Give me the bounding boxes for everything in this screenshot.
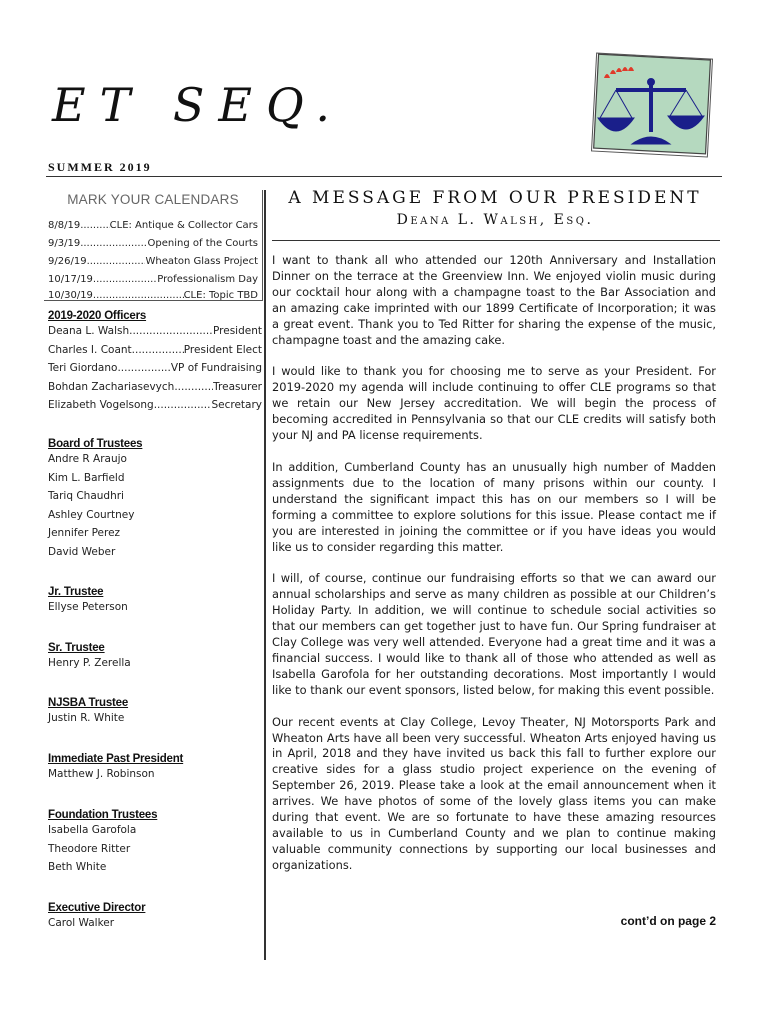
past-president-title: Immediate Past President (48, 753, 184, 765)
officers-section (48, 310, 262, 415)
njsba-trustee-title: NJSBA Trustee (48, 697, 129, 709)
officer-row (48, 341, 262, 360)
calendar-row (48, 256, 258, 267)
calendar-event: CLE: Topic TBD (183, 290, 258, 301)
foundation-section (48, 809, 262, 877)
calendar-date: 10/30/19 (48, 290, 93, 301)
sr-trustee-section (48, 642, 262, 673)
sidebar (44, 190, 266, 960)
jr-trustee-title: Jr. Trustee (48, 586, 104, 598)
officer-row (48, 359, 262, 378)
njsba-trustee-name: Justin R. White (48, 712, 125, 724)
officer-name: Bohdan Zachariasevych (48, 380, 175, 393)
officer-row (48, 322, 262, 341)
article-paragraph: I will, of course, continue our fundraising efforts so that we can award our annual scholarships and serve as many children as possible at our Children’s Holiday Party. In addition, we will continue to schedule social activities so that our members can get together just to have fun. Our Spring fundraiser at Clay College was very well attended. Everyone had a great time and it was a financial success. I would like to thank all of those who attended as well as Isabella Garofola for her outstanding decorations. Most importantly I would like to thank our event sponsors, listed below, for making this event possible. (272, 571, 716, 697)
board-member: Tariq Chaudhri (48, 490, 124, 502)
exec-director-title: Executive Director (48, 902, 146, 914)
headline-divider (272, 240, 720, 241)
officer-role: Treasurer (213, 380, 262, 393)
calendar-date: 8/8/19 (48, 220, 81, 231)
exec-director-section (48, 902, 262, 933)
officers-title: 2019-2020 Officers (48, 310, 147, 322)
board-member: David Weber (48, 545, 116, 558)
newsletter-title: ET SEQ. (52, 78, 345, 132)
scales-of-justice-logo (588, 52, 714, 158)
foundation-member: Theodore Ritter (48, 842, 131, 855)
issue-date: SUMMER 2019 (48, 160, 152, 174)
sr-trustee-name: Henry P. Zerella (48, 657, 131, 669)
article-paragraph: Our recent events at Clay College, Levoy Theater, NJ Motorsports Park and Wheaton Arts have all been very successful. Wheaton Arts enjoyed having us in April, 2018 and they have invited us back this fall to further explore our creative sides for a glass studio project experience on the evening of September 26, 2019. Please take a look at the email announcement when it arrives. We have photos of some of the lovely glass items you can make during that event. We are so fortunate to have these amazing resources available to us in Cumberland County and we plan to continue making valuable community connections by supporting our local businesses and organizations. (272, 714, 716, 872)
calendar-row (48, 220, 258, 231)
officer-role: President Elect (183, 343, 262, 356)
calendar-row (48, 274, 258, 285)
exec-director-name: Carol Walker (48, 917, 115, 929)
sr-trustee-title: Sr. Trustee (48, 642, 105, 654)
calendar-event: Professionalism Day (157, 274, 258, 285)
officer-role: Secretary (211, 399, 262, 411)
article-paragraph: I want to thank all who attended our 120th Anniversary and Installation Dinner on the terrace at the Greenview Inn. We enjoyed violin music during our cocktail hour along with a champagne toast to the Bar Association and an amazing cake imprinted with our 1899 Certificate of Incorporation; it was a great event. Thank you to Ted Ritter for sharing the expense of the music, champagne toast and the amazing cake. (272, 253, 716, 347)
calendar-date: 9/3/19 (48, 238, 81, 249)
officer-name: Charles I. Coant (48, 343, 132, 356)
officer-role: VP of Fundraising (170, 362, 262, 374)
article-body (272, 253, 716, 890)
calendar-event: CLE: Antique & Collector Cars (109, 220, 258, 231)
officer-role: President (213, 325, 262, 337)
board-member: Ashley Courtney (48, 508, 135, 521)
officer-row (48, 396, 262, 415)
foundation-member: Beth White (48, 861, 107, 873)
officer-row (48, 378, 262, 397)
officer-name: Deana L. Walsh (48, 325, 130, 337)
continued-note: cont’d on page 2 (620, 914, 716, 928)
officer-name: Teri Giordano (48, 362, 118, 374)
board-section (48, 438, 262, 561)
calendar-box (44, 190, 263, 301)
article-paragraph: In addition, Cumberland County has an unusually high number of Madden assignments due to the location of many prisons within our county. I understand the significant impact this has on our members so I will be forming a committee to explore solutions for this issue. Please contact me if you are interested in joining the committee or if you have ideas you would like us to consider regarding this matter. (272, 459, 716, 554)
officer-name: Elizabeth Vogelsong (48, 399, 154, 411)
jr-trustee-name: Ellyse Peterson (48, 601, 128, 613)
board-member: Jennifer Perez (48, 527, 121, 539)
foundation-member: Isabella Garofola (48, 824, 137, 836)
calendar-event: Opening of the Courts (147, 238, 258, 249)
calendar-event: Wheaton Glass Project (145, 256, 258, 267)
header-divider (46, 176, 722, 177)
calendar-row (48, 238, 258, 249)
board-member: Andre R Araujo (48, 453, 127, 465)
board-member: Kim L. Barfield (48, 471, 125, 484)
calendar-title: MARK YOUR CALENDARS (67, 192, 239, 207)
jr-trustee-section (48, 586, 262, 617)
past-president-name: Matthew J. Robinson (48, 768, 155, 780)
article-paragraph: I would like to thank you for choosing me to serve as your President. For 2019-2020 my agenda will include continuing to offer CLE programs so that we retain our New Jersey accreditation. We will begin the process of becoming accredited in Pennsylvania so that our CLE credits will satisfy both your NJ and PA license requirements. (272, 364, 716, 443)
njsba-trustee-section (48, 697, 262, 728)
article-byline: Deana L. Walsh, Esq. (396, 212, 594, 228)
calendar-date: 9/26/19 (48, 256, 87, 267)
foundation-title: Foundation Trustees (48, 809, 158, 821)
past-president-section (48, 753, 262, 784)
calendar-row (48, 290, 258, 301)
board-title: Board of Trustees (48, 438, 143, 450)
calendar-date: 10/17/19 (48, 274, 93, 285)
article-headline: A MESSAGE FROM OUR PRESIDENT (288, 188, 702, 208)
